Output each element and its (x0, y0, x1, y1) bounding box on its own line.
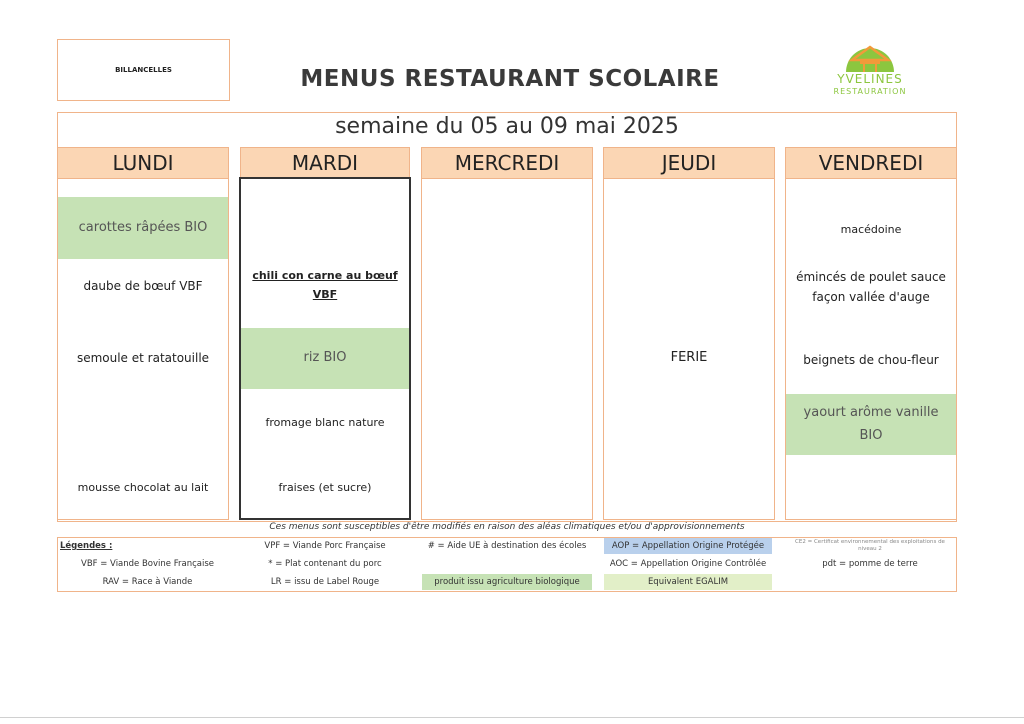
menu-item-lundi-main: daube de bœuf VBF (83, 278, 203, 293)
menu-item-mardi-dairy: fromage blanc nature (265, 415, 385, 429)
disclaimer-note: Ces menus sont susceptibles d'être modifiés en raison des aléas climatiques et/ou d'approvisionnements (269, 522, 745, 532)
legend-pdt: pdt = pomme de terre (822, 558, 918, 569)
legend-aoc: AOC = Appellation Origine Contrôlée (609, 558, 767, 569)
yvelines-restauration-logo (820, 38, 920, 100)
menu-item-mardi-dessert: fraises (et sucre) (278, 480, 372, 494)
menu-item-vendredi-starter: macédoine (840, 222, 902, 236)
legend-vbf: VBF = Viande Bovine Française (81, 558, 214, 569)
day-header-vendredi: VENDREDI (785, 147, 957, 179)
legend-rav: RAV = Race à Viande (102, 576, 193, 587)
week-title: semaine du 05 au 09 mai 2025 (335, 114, 679, 139)
menu-item-lundi-dessert: mousse chocolat au lait (77, 480, 209, 494)
legend-egalim: Equivalent EGALIM (604, 574, 772, 590)
page-bottom-divider (0, 717, 1024, 718)
logo-line-2: RESTAURATION (833, 87, 907, 96)
day-header-lundi: LUNDI (57, 147, 229, 179)
legend-aide-ue: # = Aide UE à destination des écoles (427, 540, 587, 551)
menu-item-jeudi-holiday: FERIE (670, 349, 708, 365)
logo-line-1: YVELINES (837, 72, 903, 86)
legend-title: Légendes : (60, 540, 113, 551)
legend-aop: AOP = Appellation Origine Protégée (604, 538, 772, 554)
legend-ce2: CE2 = Certificat environnemental des exploitations de niveau 2 (795, 539, 945, 552)
day-column-mercredi (421, 178, 593, 520)
page-title: MENUS RESTAURANT SCOLAIRE (300, 66, 720, 92)
day-header-jeudi: JEUDI (603, 147, 775, 179)
menu-item-lundi-starter: carottes râpées BIO (58, 197, 228, 259)
legend-lr: LR = issu de Label Rouge (270, 576, 380, 587)
menu-item-mardi-side: riz BIO (241, 328, 409, 389)
sun-roof-logo-icon (840, 38, 900, 74)
menu-item-vendredi-side: beignets de chou-fleur (803, 352, 939, 367)
school-name-box (57, 39, 230, 101)
legend-porc: * = Plat contenant du porc (268, 558, 382, 569)
menu-item-lundi-side: semoule et ratatouille (76, 350, 210, 365)
menu-item-vendredi-main: émincés de poulet sauce façon vallée d'auge (796, 269, 946, 304)
school-name: BILLANCELLES (115, 66, 172, 74)
menu-item-vendredi-dessert: yaourt arôme vanille BIO (786, 394, 956, 455)
day-header-mardi: MARDI (240, 147, 410, 179)
legend-bio: produit issu agriculture biologique (422, 574, 592, 590)
day-header-mercredi: MERCREDI (421, 147, 593, 179)
legend-vpf: VPF = Viande Porc Française (264, 540, 386, 551)
menu-item-mardi-main: chili con carne au bœuf VBF (252, 269, 398, 301)
